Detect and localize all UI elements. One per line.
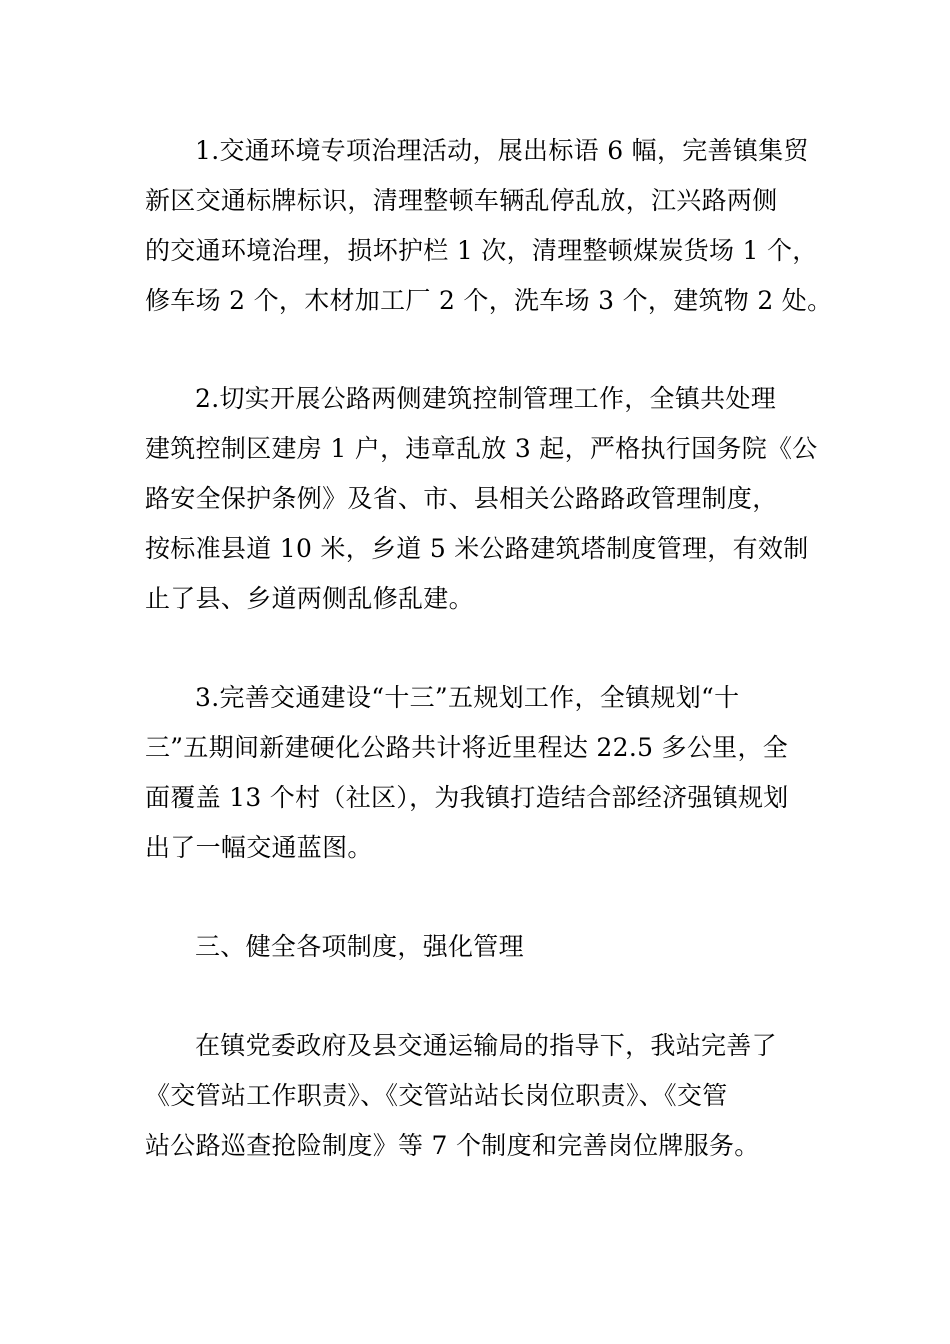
paragraph-2-line-4: 按标准县道 10 米，乡道 5 米公路建筑塔制度管理，有效制 (145, 534, 809, 563)
paragraph-2-line-2: 建筑控制区建房 1 户，违章乱放 3 起，严格执行国务院《公 (145, 434, 818, 463)
paragraph-4-line-3: 站公路巡查抢险制度》等 7 个制度和完善岗位牌服务。 (145, 1131, 760, 1160)
paragraph-3-line-4: 出了一幅交通蓝图。 (145, 833, 373, 862)
paragraph-1-line-1: 1.交通环境专项治理活动，展出标语 6 幅，完善镇集贸 (195, 136, 809, 165)
paragraph-4-line-1: 在镇党委政府及县交通运输局的指导下，我站完善了 (195, 1031, 777, 1060)
paragraph-3-line-1: 3.完善交通建设“十三”五规划工作，全镇规划“十 (195, 683, 740, 712)
paragraph-4-line-2: 《交管站工作职责》、《交管站站长岗位职责》、《交管 (145, 1081, 728, 1110)
paragraph-3-line-3: 面覆盖 13 个村（社区），为我镇打造结合部经济强镇规划 (145, 783, 789, 812)
paragraph-1-line-2: 新区交通标牌标识，清理整顿车辆乱停乱放，江兴路两侧 (145, 186, 778, 215)
paragraph-3-line-2: 三”五期间新建硬化公路共计将近里程达 22.5 多公里，全 (145, 733, 789, 762)
paragraph-1-line-3: 的交通环境治理，损坏护栏 1 次，清理整顿煤炭货场 1 个， (145, 236, 818, 265)
paragraph-2-line-3: 路安全保护条例》及省、市、县相关公路路政管理制度， (145, 484, 778, 513)
paragraph-2-line-1: 2.切实开展公路两侧建筑控制管理工作，全镇共处理 (195, 384, 777, 413)
section-heading: 三、健全各项制度，强化管理 (195, 932, 524, 961)
paragraph-2-line-5: 止了县、乡道两侧乱修乱建。 (145, 584, 474, 613)
paragraph-1-line-4: 修车场 2 个，木材加工厂 2 个，洗车场 3 个，建筑物 2 处。 (145, 286, 833, 315)
